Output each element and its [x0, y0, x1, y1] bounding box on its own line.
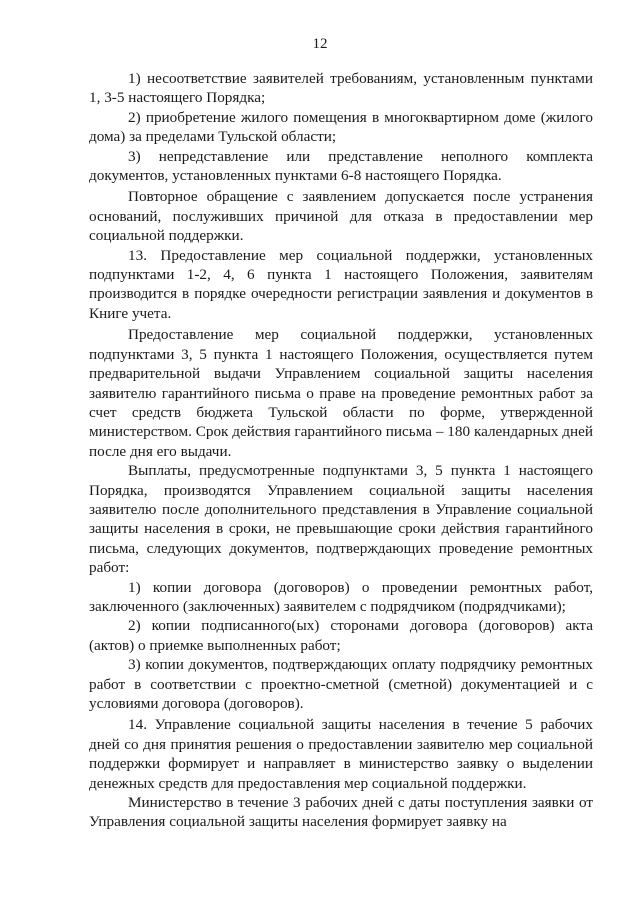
- paragraph-doc-3: 3) копии документов, подтверждающих оплату подрядчику ремонтных работ в соответствии с проектно-сметной (сметной) документацией и с условиями договора (договоров).: [89, 656, 593, 712]
- paragraph-ministry: Министерство в течение 3 рабочих дней с даты поступления заявки от Управления социальной защиты населения формирует заявку на: [89, 794, 593, 831]
- paragraph-section-13: 13. Предоставление мер социальной поддержки, установленных подпунктами 1-2, 4, 6 пункта 1 настоящего Положения, заявителям производится в порядке очередности регистрации заявления и документов в Книге учета.: [89, 246, 593, 322]
- paragraph-payments: Выплаты, предусмотренные подпунктами 3, 5 пункта 1 настоящего Порядка, производятся Управлением социальной защиты населения заявителю после дополнительного представления в Управление социальной защиты населения в сроки, не превышающие сроки действия гарантийного письма, следующих документов, подтверждающих проведение ремонтных работ:: [89, 462, 593, 577]
- document-body: [89, 69, 593, 832]
- paragraph-repeat-application: Повторное обращение с заявлением допускается после устранения оснований, послуживших причиной для отказа в предоставлении мер социальной поддержки.: [89, 188, 593, 245]
- paragraph-guarantee-letter: Предоставление мер социальной поддержки, установленных подпунктами 3, 5 пункта 1 настоящего Положения, осуществляется путем предварительной выдачи Управлением социальной защиты населения заявителю гарантийного письма о праве на проведение ремонтных работ за счет средств бюджета Тульской области по форме, утвержденной министерством. Срок действия гарантийного письма – 180 календарных дней после дня его выдачи.: [89, 326, 593, 460]
- paragraph-item-3: 3) непредставление или представление неполного комплекта документов, установленных пунктами 6-8 настоящего Порядка.: [89, 147, 593, 185]
- paragraph-section-14: 14. Управление социальной защиты населения в течение 5 рабочих дней со дня принятия решения о предоставлении заявителю мер социальной поддержки формирует и направляет в министерство заявку о выделении денежных средств для предоставления мер социальной поддержки.: [89, 716, 593, 792]
- paragraph-doc-2: 2) копии подписанного(ых) сторонами договора (договоров) акта (актов) о приемке выполненных работ;: [89, 617, 593, 654]
- paragraph-doc-1: 1) копии договора (договоров) о проведении ремонтных работ, заключенного (заключенных) заявителем с подрядчиком (подрядчиками);: [89, 578, 593, 615]
- paragraph-item-1: 1) несоответствие заявителей требованиям, установленным пунктами 1, 3-5 настоящего Порядка;: [89, 70, 593, 107]
- page-number: 12: [312, 36, 328, 52]
- paragraph-item-2: 2) приобретение жилого помещения в многоквартирном доме (жилого дома) за пределами Тульской области;: [89, 108, 593, 146]
